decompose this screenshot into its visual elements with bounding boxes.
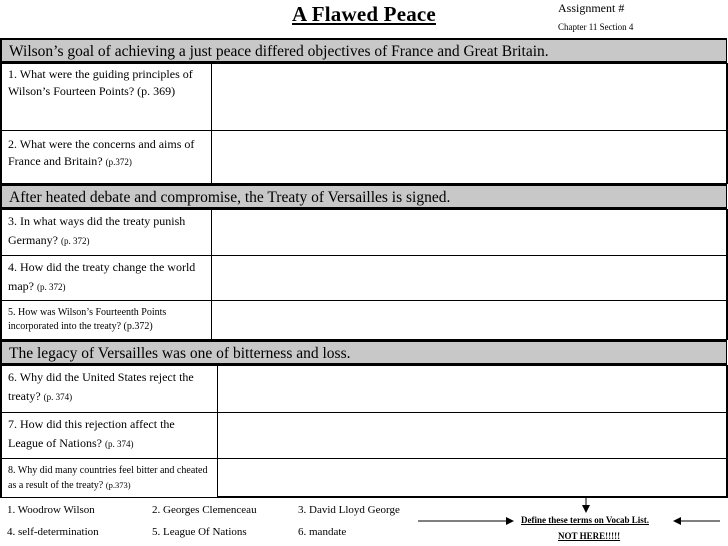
chapter-label: Chapter 11 Section 4 <box>558 22 634 32</box>
vocab-term-4: 4. self-determination <box>7 526 99 538</box>
question-3-text: 3. In what ways did the treaty punish Germany? <box>8 214 186 247</box>
answer-box-3[interactable] <box>211 209 728 256</box>
question-8-text: 8. Why did many countries feel bitter and cheated as a result of the treaty? <box>8 465 208 491</box>
question-3 <box>0 209 212 256</box>
vocab-term-2: 2. Georges Clemenceau <box>152 504 257 516</box>
question-7 <box>0 412 218 459</box>
section-1-banner: Wilson’s goal of achieving a just peace differed objectives of France and Great Britain. <box>0 38 727 63</box>
answer-box-2[interactable] <box>211 130 728 184</box>
vocab-term-5: 5. League Of Nations <box>152 526 247 538</box>
not-here-note: NOT HERE!!!!! <box>558 531 621 541</box>
define-note: Define these terms on Vocab List. <box>521 515 649 525</box>
answer-box-8[interactable] <box>217 458 728 498</box>
question-2-ref: (p.372) <box>105 157 132 167</box>
question-6 <box>0 365 218 413</box>
section-3-banner: The legacy of Versailles was one of bitterness and loss. <box>0 340 727 365</box>
section-2-banner: After heated debate and compromise, the Treaty of Versailles is signed. <box>0 184 727 209</box>
answer-box-6[interactable] <box>217 365 728 413</box>
question-2 <box>0 130 212 184</box>
answer-box-5[interactable] <box>211 300 728 340</box>
question-1 <box>0 63 212 131</box>
question-1-text: 1. What were the guiding principles of Wilson’s Fourteen Points? (p. 369) <box>8 67 193 98</box>
question-7-text: 7. How did this rejection affect the League of Nations? <box>8 417 175 450</box>
answer-box-7[interactable] <box>217 412 728 459</box>
question-7-ref: (p. 374) <box>104 439 134 449</box>
question-6-ref: (p. 374) <box>43 392 73 402</box>
question-5 <box>0 300 212 340</box>
question-4 <box>0 255 212 301</box>
answer-box-1[interactable] <box>211 63 728 131</box>
vocab-term-3: 3. David Lloyd George <box>298 504 400 516</box>
answer-box-4[interactable] <box>211 255 728 301</box>
question-4-text: 4. How did the treaty change the world map? <box>8 260 196 293</box>
assignment-label: Assignment # <box>558 1 625 15</box>
question-8-ref: (p.373) <box>105 480 131 490</box>
question-2-text: 2. What were the concerns and aims of France and Britain? <box>8 137 195 168</box>
question-6-text: 6. Why did the United States reject the treaty? <box>8 370 194 403</box>
question-4-ref: (p. 372) <box>37 282 66 292</box>
vocab-term-1: 1. Woodrow Wilson <box>7 504 95 516</box>
vocab-term-6: 6. mandate <box>298 526 347 538</box>
page-title: A Flawed Peace <box>292 2 436 26</box>
question-5-text: 5. How was Wilson’s Fourteenth Points incorporated into the treaty? (p.372) <box>8 307 167 332</box>
question-8 <box>0 458 218 498</box>
question-3-ref: (p. 372) <box>60 236 90 246</box>
